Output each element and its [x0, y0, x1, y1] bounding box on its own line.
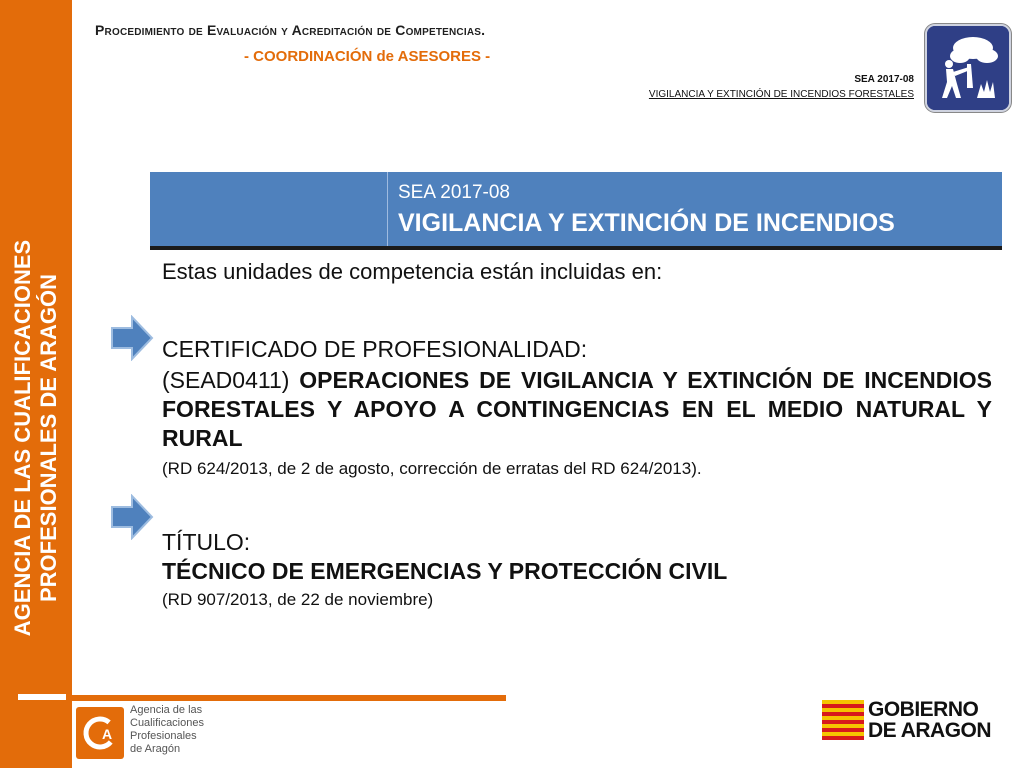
svg-text:A: A — [102, 726, 113, 742]
footer-divider — [72, 695, 506, 701]
firefighter-icon — [925, 24, 1011, 112]
reference-name: VIGILANCIA Y EXTINCIÓN DE INCENDIOS FORESTALES — [648, 89, 914, 100]
page-title: Procedimiento de Evaluación y Acreditación de Competencias. — [95, 22, 486, 38]
certificate-label: CERTIFICADO DE PROFESIONALIDAD: — [162, 336, 588, 362]
sidebar — [0, 0, 72, 768]
title-reference: (RD 907/2013, de 22 de noviembre) — [162, 590, 434, 609]
agency-line: de Aragón — [130, 743, 181, 755]
certificate-title: OPERACIONES DE VIGILANCIA Y EXTINCIÓN DE INCENDIOS FORESTALES Y APOYO A CONTINGENCIAS EN EL MEDIO NATURAL Y RURAL — [162, 367, 992, 451]
sidebar-line-1: AGENCIA DE LAS CUALIFICACIONES — [10, 239, 35, 637]
qualification-banner — [150, 172, 1002, 250]
certificate-reference: (RD 624/2013, de 2 de agosto, corrección de erratas del RD 624/2013). — [162, 459, 702, 478]
aragon-flag-icon — [822, 700, 864, 740]
banner-title: VIGILANCIA Y EXTINCIÓN DE INCENDIOS — [398, 209, 895, 237]
agency-name — [130, 704, 204, 756]
sidebar-agency-name — [10, 156, 62, 720]
reference-code: SEA 2017-08 — [854, 74, 914, 85]
agency-line: Profesionales — [130, 730, 197, 742]
agency-line: Agencia de las — [130, 704, 203, 716]
certificate-name — [162, 366, 992, 453]
arrow-right-icon — [110, 315, 154, 361]
sidebar-divider — [18, 694, 66, 700]
sidebar-line-2: PROFESIONALES DE ARAGÓN — [36, 274, 61, 602]
gobierno-aragon-logo — [868, 699, 991, 741]
gobierno-line-1: GOBIERNO — [868, 698, 979, 721]
banner-code: SEA 2017-08 — [398, 182, 510, 203]
banner-left-cell — [150, 172, 388, 246]
certificate-code: (SEAD0411) — [162, 367, 290, 393]
intro-text: Estas unidades de competencia están incluidas en: — [162, 259, 663, 284]
page-subtitle: - COORDINACIÓN de ASESORES - — [244, 48, 491, 65]
gobierno-line-2: DE ARAGON — [868, 719, 992, 742]
title-name: TÉCNICO DE EMERGENCIAS Y PROTECCIÓN CIVIL — [162, 558, 728, 584]
agency-logo — [76, 707, 124, 759]
agency-line: Cualificaciones — [130, 717, 204, 729]
title-label: TÍTULO: — [162, 529, 251, 555]
arrow-right-icon — [110, 494, 154, 540]
